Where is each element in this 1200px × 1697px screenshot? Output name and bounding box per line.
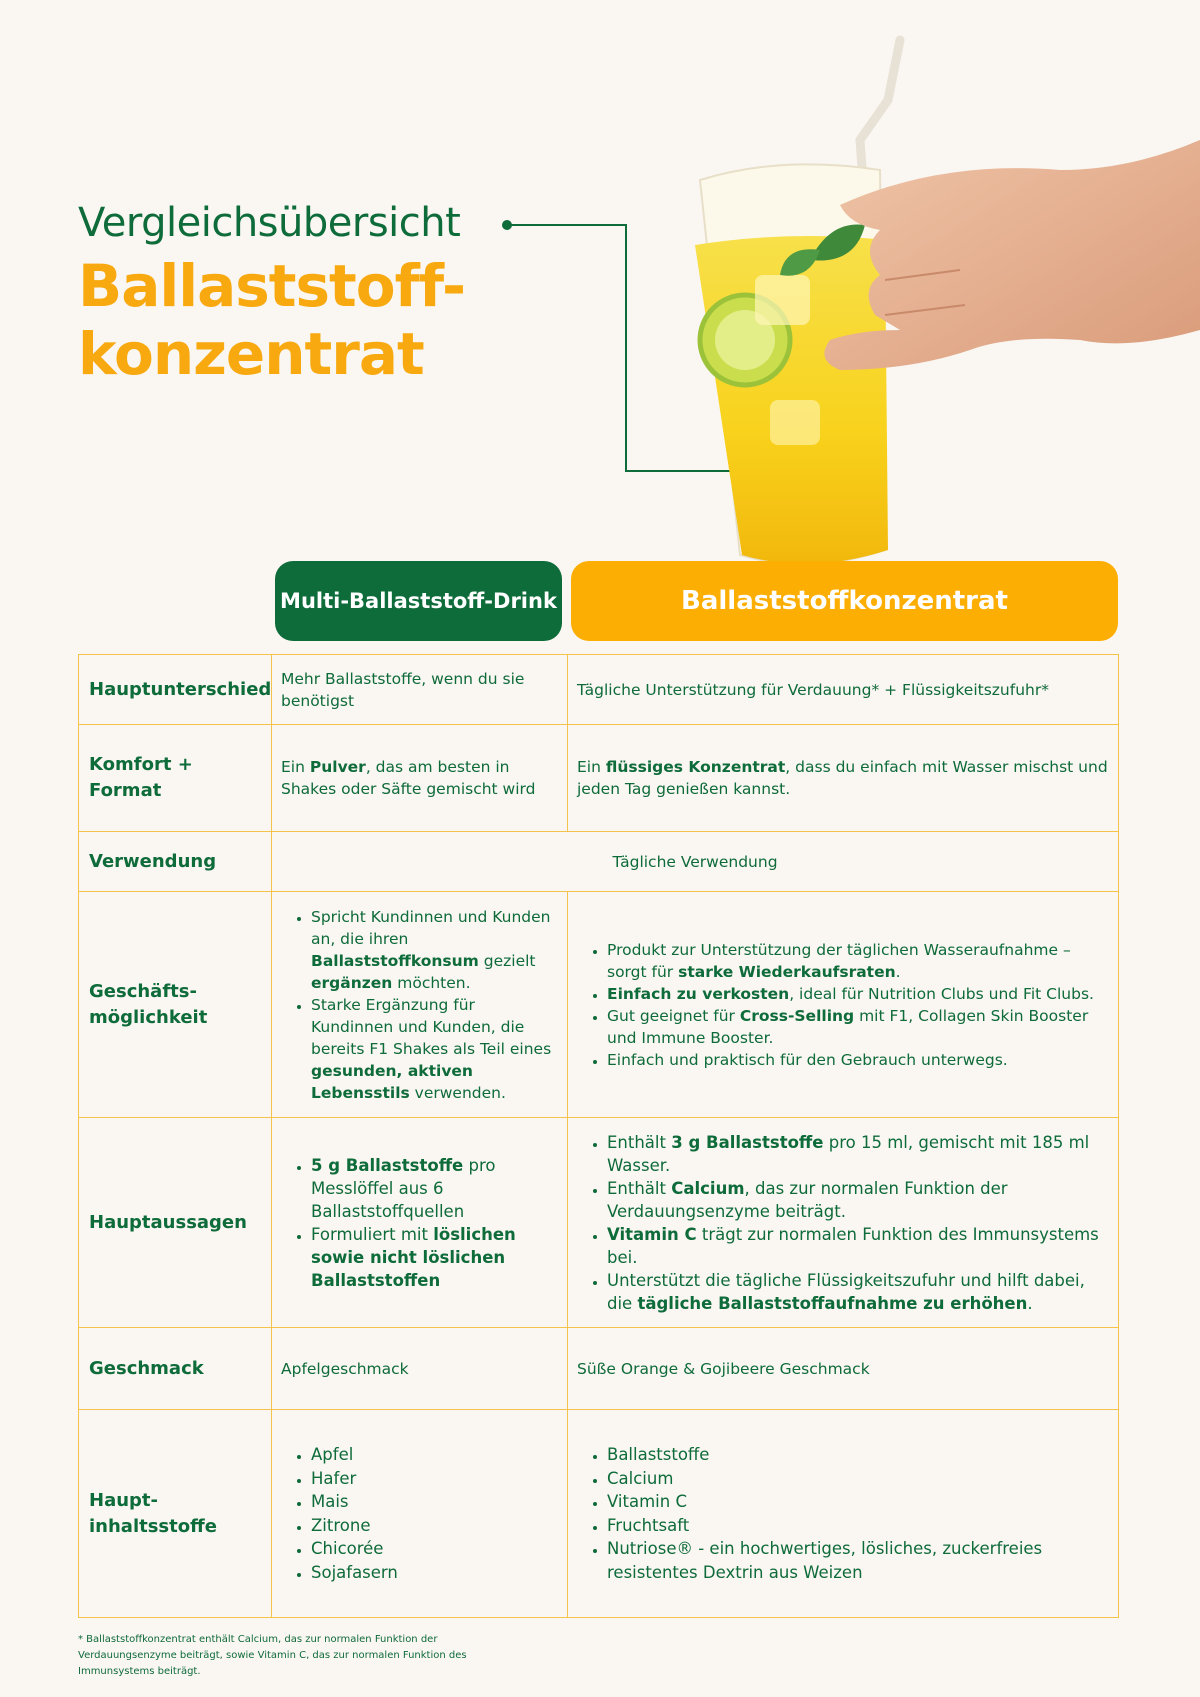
list-item: • Gut geeignet für Cross-Selling mit F1, Collagen Skin Booster und Immune Booster. [607, 1005, 1109, 1049]
cell-product2: Süße Orange & Gojibeere Geschmack [568, 1328, 1119, 1410]
cell-product2: Ein flüssiges Konzentrat, dass du einfach mit Wasser mischst und jeden Tag genießen kannst. [568, 725, 1119, 832]
list-item: • Chicorée [311, 1537, 558, 1561]
list-item: • Calcium [607, 1467, 1109, 1491]
list-item: • Einfach und praktisch für den Gebrauch unterwegs. [607, 1049, 1109, 1071]
cell-product2 [568, 1410, 1119, 1618]
row-label: Geschmack [79, 1328, 272, 1410]
cell-product1: Ein Pulver, das am besten in Shakes oder Säfte gemischt wird [272, 725, 568, 832]
list-item: • Enthält Calcium, das zur normalen Funktion der Verdauungsenzyme beiträgt. [607, 1177, 1109, 1223]
cell-product2 [568, 892, 1119, 1118]
list-item: • Mais [311, 1490, 558, 1514]
list-item: • Einfach zu verkosten, ideal für Nutrition Clubs und Fit Clubs. [607, 983, 1109, 1005]
row-label: Haupt-inhaltsstoffe [79, 1410, 272, 1618]
cell-product2: Tägliche Unterstützung für Verdauung* + Flüssigkeitszufuhr* [568, 655, 1119, 725]
bullet-list [281, 906, 558, 1104]
table-row-hauptinhaltsstoffe [79, 1410, 1119, 1618]
column-header-multi-ballaststoff-drink: Multi-Ballaststoff-Drink [275, 561, 562, 641]
cell-product1: Mehr Ballaststoffe, wenn du sie benötigst [272, 655, 568, 725]
table-row-hauptunterschied [79, 655, 1119, 725]
list-item: • Produkt zur Unterstützung der täglichen Wasseraufnahme – sorgt für starke Wiederkaufsraten. [607, 939, 1109, 983]
list-item: • Formuliert mit löslichen sowie nicht löslichen Ballaststoffen [311, 1223, 558, 1292]
list-item: • Unterstützt die tägliche Flüssigkeitszufuhr und hilft dabei, die tägliche Ballaststoffaufnahme zu erhöhen. [607, 1269, 1109, 1315]
bullet-list [577, 1131, 1109, 1315]
bullet-list [281, 1154, 558, 1292]
ingredient-list [577, 1443, 1109, 1584]
list-item: • Nutriose® - ein hochwertiges, lösliches, zuckerfreies resistentes Dextrin aus Weizen [607, 1537, 1109, 1584]
list-item: • Vitamin C [607, 1490, 1109, 1514]
list-item: • Spricht Kundinnen und Kunden an, die ihren Ballaststoffkonsum gezielt ergänzen möchten. [311, 906, 558, 994]
cell-product1 [272, 892, 568, 1118]
row-label: Geschäfts-möglichkeit [79, 892, 272, 1118]
list-item: • Starke Ergänzung für Kundinnen und Kunden, die bereits F1 Shakes als Teil eines gesunden, aktiven Lebensstils verwenden. [311, 994, 558, 1104]
list-item: • Fruchtsaft [607, 1514, 1109, 1538]
cell-product1 [272, 1410, 568, 1618]
cell-product1 [272, 1118, 568, 1328]
bullet-list [577, 939, 1109, 1071]
list-item: • Vitamin C trägt zur normalen Funktion des Immunsystems bei. [607, 1223, 1109, 1269]
list-item: • 5 g Ballaststoffe pro Messlöffel aus 6 Ballaststoffquellen [311, 1154, 558, 1223]
table-row-geschmack [79, 1328, 1119, 1410]
list-item: • Zitrone [311, 1514, 558, 1538]
column-header-ballaststoffkonzentrat: Ballaststoffkonzentrat [571, 561, 1118, 641]
row-label: Hauptunterschied [79, 655, 272, 725]
list-item: • Apfel [311, 1443, 558, 1467]
table-row-hauptaussagen [79, 1118, 1119, 1328]
cell-product1: Apfelgeschmack [272, 1328, 568, 1410]
cell-product2 [568, 1118, 1119, 1328]
table-row-komfort-format [79, 725, 1119, 832]
cell-shared: Tägliche Verwendung [272, 832, 1119, 892]
page-title-line3: konzentrat [78, 320, 424, 388]
comparison-table [78, 654, 1119, 1618]
drink-glass-illustration [660, 30, 1200, 575]
table-row-verwendung [79, 832, 1119, 892]
list-item: • Sojafasern [311, 1561, 558, 1585]
table-row-geschaeftsmoeglichkeit [79, 892, 1119, 1118]
row-label: Hauptaussagen [79, 1118, 272, 1328]
ingredient-list [281, 1443, 558, 1584]
row-label: Verwendung [79, 832, 272, 892]
list-item: • Hafer [311, 1467, 558, 1491]
list-item: • Ballaststoffe [607, 1443, 1109, 1467]
page-title-line2: Ballaststoff- [78, 252, 466, 320]
page-title-line1: Vergleichsübersicht [78, 200, 461, 246]
row-label: Komfort + Format [79, 725, 272, 832]
list-item: • Enthält 3 g Ballaststoffe pro 15 ml, gemischt mit 185 ml Wasser. [607, 1131, 1109, 1177]
footnote: * Ballaststoffkonzentrat enthält Calcium, das zur normalen Funktion der Verdauungsenzyme beiträgt, sowie Vitamin C, das zur normalen Funktion des Immunsystems beiträgt. [78, 1634, 467, 1677]
